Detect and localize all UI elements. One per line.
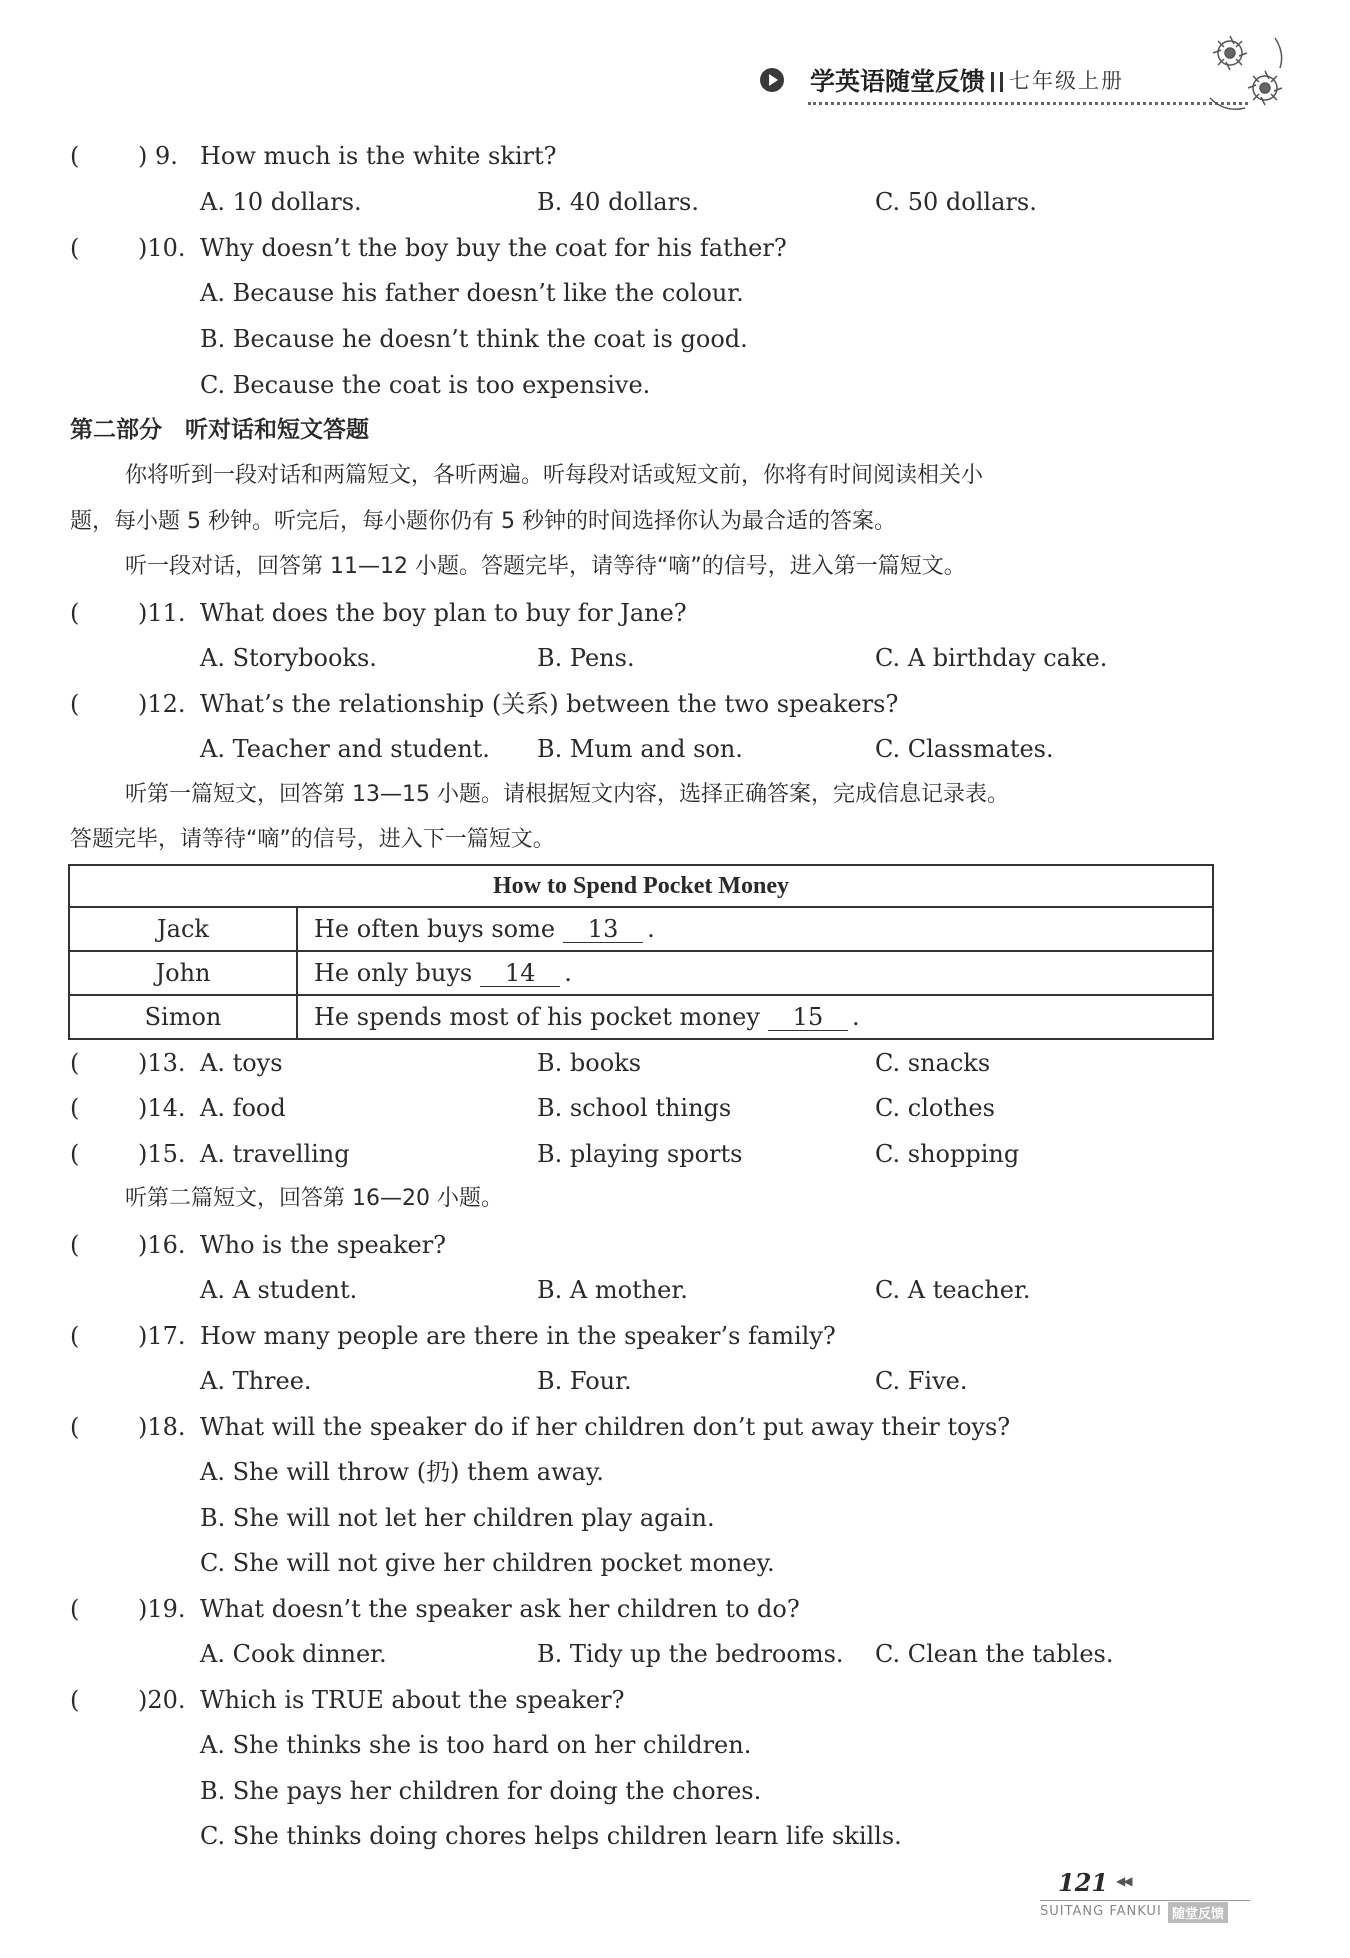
option-a[interactable]: A. 10 dollars. — [200, 188, 362, 216]
option-b[interactable]: B. Mum and son. — [537, 735, 743, 763]
row-text: He spends most of his pocket money — [314, 1003, 760, 1031]
sunflower-decoration-icon — [1190, 18, 1300, 128]
option-c[interactable]: C. A teacher. — [875, 1276, 1031, 1304]
book-volume: 七年级上册 — [1009, 69, 1125, 93]
row-name: Simon — [69, 995, 297, 1039]
option-b[interactable]: B. She will not let her children play again. — [200, 1504, 715, 1532]
question-number: )17. — [138, 1322, 186, 1350]
table-row: Simon He spends most of his pocket money 15 . — [69, 995, 1213, 1039]
workbook-page: 学英语随堂反馈 七年级上册 ( ) 9. How much is the white skirt? A. 10 dollars. B. 40 dollars. C. 50 dollars. ( )10. Why doesn’t the boy buy the coat for his father? A. Because his father doesn’t like the colour. B. Because he doesn’t think the coat is good. C. Because the coat is too expensive. 第二部分 听对话和短文答题 你将听到一段对话和两篇短文，各听两遍。听每段对话或短文前，你将有时间阅读相关小 题，每小题 5 秒钟。听完后，每小题你仍有 5 秒钟的时间选择你认为最合适的答案。 听一段对话，回答第 11—12 小题。答题完毕，请等待“嘀”的信号，进入第一篇短文。 ( )11. What does the boy plan to buy for Jane? A. Storybooks. B. Pens. C. A birthday cake. ( )12. What’s the relationship (关系) between the two speakers? A. Teacher and student. B. Mum and son. C. Classmates. 听第一篇短文，回答第 13—15 小题。请根据短文内容，选择正确答案，完成信息记录表。 答题完毕，请等待“嘀”的信号，进入下一篇短文。 How to Spend Pocket Money Jack He often buys some 13 . John He only buys 14 . Simon He spends most of his pocket money 15 . ( )13. A. toys B. books C. snacks ( )14. A. food B. school things C. clothes ( )15. A. travelling B. playing sports C. shopping 听第二篇短文，回答第 16—20 小题。 ( )16. Who is the speaker? A. A student. B. A mother. C. A teacher. ( )17. How many people are there in the speaker’s family? A. Three. B. Four. C. Five. ( )18. What will the speaker do if her children don’t put away their toys? A. She will throw (扔) them away. B. She will not let her children play again. C. She will not give her children pocket money. ( )19. What doesn’t the speaker ask her children to do? A. Cook dinner. B. Tidy up the bedrooms. C. Clean the tables. ( )20. Which is TRUE about the speaker? A. She thinks she is too hard on her children. B. She pays her children for doing the chores. C. She thinks doing chores helps children learn life skills. 121 ◀◀ SUITANG FANKUI 随堂反馈 — [0, 0, 1350, 1958]
option-c[interactable]: C. snacks — [875, 1049, 991, 1077]
footer-tag: 随堂反馈 — [1168, 1902, 1228, 1923]
option-a[interactable]: A. Because his father doesn’t like the colour. — [200, 279, 744, 307]
option-a[interactable]: A. She thinks she is too hard on her children. — [200, 1731, 752, 1759]
footer-rule — [1040, 1900, 1250, 1901]
passage1-instruction: 听第一篇短文，回答第 13—15 小题。请根据短文内容，选择正确答案，完成信息记录表。 — [125, 782, 1009, 807]
question-number: )18. — [138, 1413, 186, 1441]
option-c[interactable]: C. Five. — [875, 1367, 968, 1395]
option-b[interactable]: B. Four. — [537, 1367, 632, 1395]
option-a[interactable]: A. travelling — [200, 1140, 350, 1168]
answer-blank[interactable]: 13 — [563, 916, 643, 943]
option-b[interactable]: B. playing sports — [537, 1140, 743, 1168]
question-text: Which is TRUE about the speaker? — [200, 1686, 625, 1714]
option-b[interactable]: B. Tidy up the bedrooms. — [537, 1640, 844, 1668]
double-arrow-icon: ◀◀ — [1116, 1874, 1131, 1888]
option-a[interactable]: A. toys — [200, 1049, 283, 1077]
question-text: Why doesn’t the boy buy the coat for his father? — [200, 234, 787, 262]
question-text: How much is the white skirt? — [200, 142, 557, 170]
table-row: Jack He often buys some 13 . — [69, 907, 1213, 951]
question-number: )10. — [138, 234, 186, 262]
option-c[interactable]: C. Classmates. — [875, 735, 1054, 763]
option-b[interactable]: B. She pays her children for doing the chores. — [200, 1777, 762, 1805]
page-number: 121 — [1058, 1868, 1109, 1897]
page-header — [760, 60, 1124, 100]
section-heading: 第二部分 听对话和短文答题 — [70, 417, 369, 443]
footer-pinyin: SUITANG FANKUI — [1040, 1904, 1162, 1919]
passage1-instruction-cont: 答题完毕，请等待“嘀”的信号，进入下一篇短文。 — [70, 827, 555, 852]
question-number: )15. — [138, 1140, 186, 1168]
roman-three-icon — [991, 72, 1003, 92]
question-number: )14. — [138, 1094, 186, 1122]
option-c[interactable]: C. 50 dollars. — [875, 188, 1037, 216]
answer-blank[interactable]: 14 — [480, 960, 560, 987]
option-a[interactable]: A. A student. — [200, 1276, 358, 1304]
option-b[interactable]: B. books — [537, 1049, 642, 1077]
option-b[interactable]: B. school things — [537, 1094, 732, 1122]
book-title: 学英语随堂反馈 — [810, 67, 986, 96]
question-number: )16. — [138, 1231, 186, 1259]
question-text: What does the boy plan to buy for Jane? — [200, 599, 687, 627]
option-a[interactable]: A. Teacher and student. — [200, 735, 490, 763]
option-c[interactable]: C. clothes — [875, 1094, 995, 1122]
row-name: Jack — [69, 907, 297, 951]
question-text: Who is the speaker? — [200, 1231, 447, 1259]
option-a[interactable]: A. food — [200, 1094, 286, 1122]
play-icon — [760, 68, 784, 92]
option-c[interactable]: C. Because the coat is too expensive. — [200, 371, 651, 399]
row-text: He often buys some — [314, 915, 556, 943]
question-number: )11. — [138, 599, 186, 627]
question-number: )12. — [138, 690, 186, 718]
header-dotted-rule — [808, 102, 1248, 105]
option-c[interactable]: C. Clean the tables. — [875, 1640, 1114, 1668]
option-b[interactable]: B. 40 dollars. — [537, 188, 699, 216]
section-intro-cont: 题，每小题 5 秒钟。听完后，每小题你仍有 5 秒钟的时间选择你认为最合适的答案。 — [70, 509, 896, 534]
dialog-instruction: 听一段对话，回答第 11—12 小题。答题完毕，请等待“嘀”的信号，进入第一篇短文。 — [125, 554, 966, 579]
option-b[interactable]: B. Because he doesn’t think the coat is good. — [200, 325, 748, 353]
pocket-money-table — [68, 864, 1214, 1040]
question-number: )13. — [138, 1049, 186, 1077]
question-number: )20. — [138, 1686, 186, 1714]
option-b[interactable]: B. Pens. — [537, 644, 635, 672]
row-name: John — [69, 951, 297, 995]
answer-blank[interactable]: 15 — [768, 1004, 848, 1031]
question-text: What will the speaker do if her children don’t put away their toys? — [200, 1413, 1011, 1441]
table-title: How to Spend Pocket Money — [69, 865, 1213, 907]
question-number: )19. — [138, 1595, 186, 1623]
question-text: What doesn’t the speaker ask her children to do? — [200, 1595, 800, 1623]
option-b[interactable]: B. A mother. — [537, 1276, 688, 1304]
option-c[interactable]: C. She will not give her children pocket money. — [200, 1549, 775, 1577]
option-c[interactable]: C. She thinks doing chores helps children learn life skills. — [200, 1822, 902, 1850]
option-a[interactable]: A. Cook dinner. — [200, 1640, 387, 1668]
option-c[interactable]: C. shopping — [875, 1140, 1020, 1168]
option-a[interactable]: A. Storybooks. — [200, 644, 377, 672]
question-text: What’s the relationship (关系) between the two speakers? — [200, 690, 899, 718]
option-a[interactable]: A. Three. — [200, 1367, 312, 1395]
table-row: John He only buys 14 . — [69, 951, 1213, 995]
question-number: ) 9. — [138, 142, 178, 170]
question-text: How many people are there in the speaker’s family? — [200, 1322, 836, 1350]
row-text: He only buys — [314, 959, 473, 987]
passage2-instruction: 听第二篇短文，回答第 16—20 小题。 — [125, 1186, 503, 1211]
section-intro: 你将听到一段对话和两篇短文，各听两遍。听每段对话或短文前，你将有时间阅读相关小 — [125, 463, 984, 488]
option-c[interactable]: C. A birthday cake. — [875, 644, 1108, 672]
option-a[interactable]: A. She will throw (扔) them away. — [200, 1458, 604, 1486]
